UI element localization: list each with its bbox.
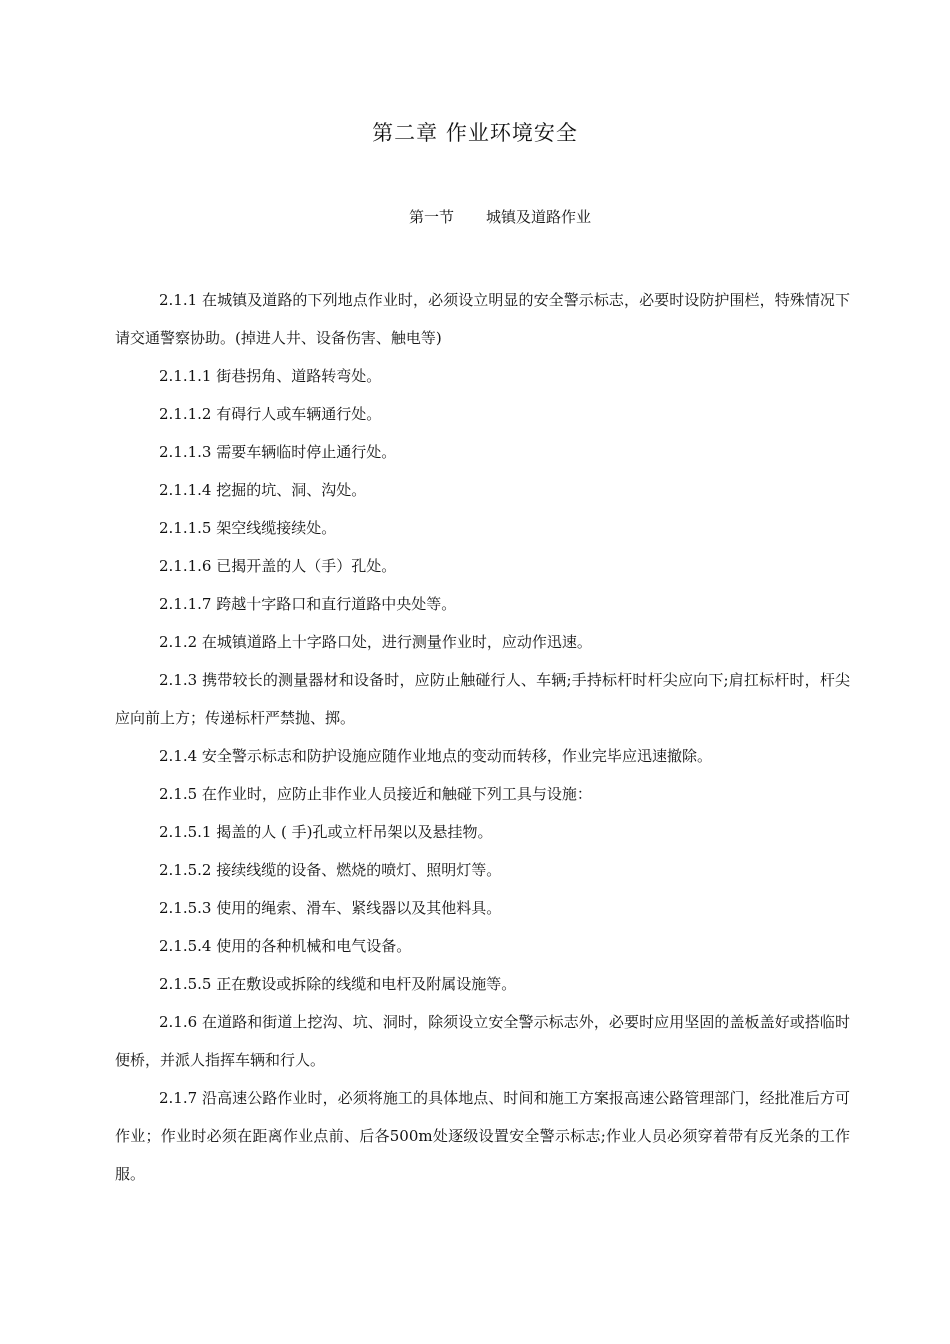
paragraph: 2.1.1.7 跨越十字路口和直行道路中央处等。 <box>159 595 457 613</box>
paragraph: 2.1.5 在作业时，应防止非作业人员接近和触碰下列工具与设施： <box>159 785 592 803</box>
paragraph: 2.1.1.2 有碍行人或车辆通行处。 <box>159 405 382 423</box>
paragraph: 2.1.5.3 使用的绳索、滑车、紧线器以及其他料具。 <box>159 899 502 917</box>
paragraph: 2.1.1.5 架空线缆接续处。 <box>159 519 337 537</box>
section-title: 城镇及道路作业 <box>486 208 592 226</box>
paragraph: 2.1.1 在城镇及道路的下列地点作业时，必须设立明显的安全警示标志，必要时设防护围栏，特殊情况下请交通警察协助。(掉进人井、设备伤害、触电等) <box>115 291 850 347</box>
paragraph: 2.1.6 在道路和街道上挖沟、坑、洞时，除须设立安全警示标志外，必要时应用坚固的盖板盖好或搭临时便桥，并派人指挥车辆和行人。 <box>115 1013 850 1069</box>
paragraph: 2.1.5.1 揭盖的人 ( 手)孔或立杆吊架以及悬挂物。 <box>159 823 493 841</box>
chapter-title: 第二章 作业环境安全 <box>372 121 578 145</box>
paragraph: 2.1.4 安全警示标志和防护设施应随作业地点的变动而转移，作业完毕应迅速撤除。 <box>159 747 712 765</box>
paragraph: 2.1.5.4 使用的各种机械和电气设备。 <box>159 937 412 955</box>
section-heading <box>0 205 950 229</box>
paragraph: 2.1.3 携带较长的测量器材和设备时，应防止触碰行人、车辆;手持标杆时杆尖应向下;肩扛标杆时，杆尖应向前上方；传递标杆严禁抛、掷。 <box>115 671 850 727</box>
paragraph: 2.1.5.2 接续线缆的设备、燃烧的喷灯、照明灯等。 <box>159 861 502 879</box>
document-body <box>115 281 850 1193</box>
paragraph: 2.1.1.1 街巷拐角、道路转弯处。 <box>159 367 382 385</box>
paragraph: 2.1.5.5 正在敷设或拆除的线缆和电杆及附属设施等。 <box>159 975 517 993</box>
paragraph: 2.1.1.6 已揭开盖的人（手）孔处。 <box>159 557 397 575</box>
section-number: 第一节 <box>408 208 454 226</box>
paragraph: 2.1.1.4 挖掘的坑、洞、沟处。 <box>159 481 367 499</box>
paragraph: 2.1.1.3 需要车辆临时停止通行处。 <box>159 443 397 461</box>
paragraph: 2.1.2 在城镇道路上十字路口处，进行测量作业时，应动作迅速。 <box>159 633 592 651</box>
paragraph: 2.1.7 沿高速公路作业时，必须将施工的具体地点、时间和施工方案报高速公路管理部门，经批准后方可作业；作业时必须在距离作业点前、后各500m处逐级设置安全警示标志;作业人员必须穿着带有反光条的工作服。 <box>115 1089 850 1183</box>
